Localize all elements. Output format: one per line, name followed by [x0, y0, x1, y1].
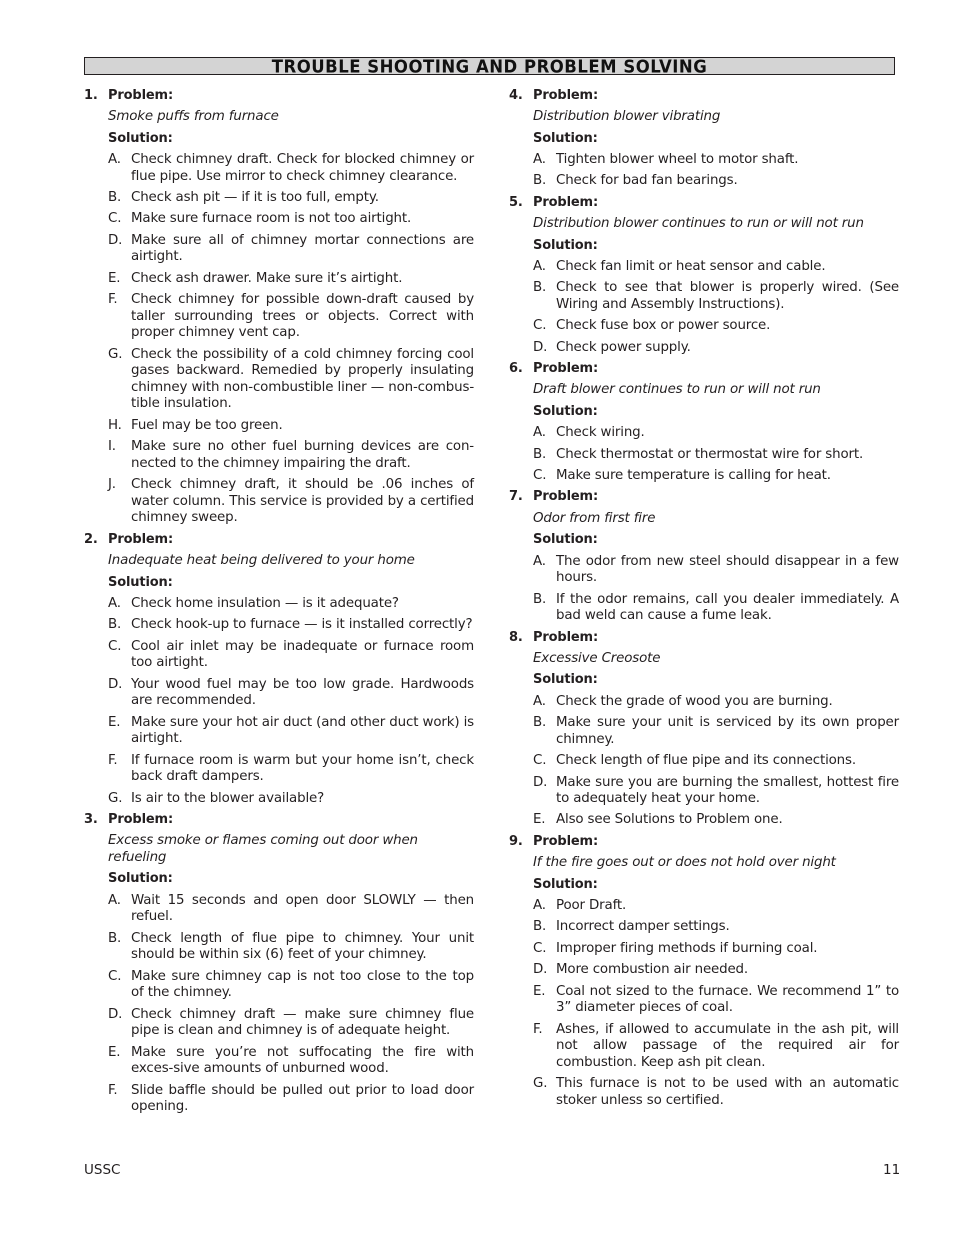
problem-label: Problem:: [533, 833, 598, 849]
solution-letter: C.: [108, 968, 122, 984]
solution-letter: B.: [533, 173, 547, 189]
solution-text: Make sure temperature is calling for heat.: [556, 468, 831, 484]
solution-item: [533, 919, 899, 936]
solution-text: Make sure furnace room is not too airtight.: [131, 211, 412, 227]
problem-heading: [509, 630, 899, 647]
solution-item: [108, 1083, 474, 1116]
problem-number: 2.: [84, 531, 98, 547]
solution-letter: F.: [533, 1021, 543, 1037]
problem-label: Problem:: [533, 629, 598, 645]
solution-letter: D.: [108, 232, 123, 248]
solution-label: Solution:: [108, 574, 173, 590]
problem-description: Smoke puffs from furnace: [108, 109, 279, 125]
solution-letter: B.: [533, 446, 547, 462]
problem-description: Excessive Creosote: [533, 650, 661, 666]
solution-letter: A.: [108, 892, 121, 908]
solution-text: Make sure you are burning the smallest, hottest fire to adequately heat your home.: [556, 774, 899, 807]
solution-letter: A.: [533, 258, 546, 274]
solution-letter: E.: [108, 714, 121, 730]
problem-number: 7.: [509, 489, 523, 505]
solution-text: Cool air inlet may be inadequate or furnace room too airtight.: [131, 638, 474, 671]
page-title: TROUBLE SHOOTING AND PROBLEM SOLVING: [271, 56, 708, 76]
solution-letter: B.: [533, 715, 547, 731]
solution-item: [533, 173, 899, 190]
solution-item: [108, 271, 474, 288]
problem-number: 4.: [509, 87, 523, 103]
solution-text: Check wiring.: [556, 425, 645, 441]
problem-label: Problem:: [533, 489, 598, 505]
solution-item: [533, 280, 899, 313]
solution-item: [108, 211, 474, 228]
solution-text: If the odor remains, call you dealer immediately. A bad weld can cause a fume leak.: [556, 591, 899, 624]
solution-letter: B.: [533, 280, 547, 296]
solution-item: [108, 1045, 474, 1078]
solution-item: [108, 931, 474, 964]
problem-heading: [509, 489, 899, 506]
solution-text: Make sure chimney cap is not too close to the top of the chimney.: [131, 968, 474, 1001]
problem-label: Problem:: [533, 194, 598, 210]
solution-item: [108, 893, 474, 926]
solution-item: [108, 418, 474, 435]
solution-item: [533, 592, 899, 625]
problem-heading: [509, 195, 899, 212]
solution-item: [533, 775, 899, 808]
solution-text: Your wood fuel may be too low grade. Hardwoods are recommended.: [131, 676, 474, 709]
solution-item: [533, 898, 899, 915]
solution-item: [108, 152, 474, 185]
solution-item: [108, 791, 474, 808]
solution-label: Solution:: [533, 130, 598, 146]
solution-text: Poor Draft.: [556, 898, 627, 914]
solution-item: [108, 677, 474, 710]
solution-letter: I.: [108, 439, 116, 455]
problem-description: Draft blower continues to run or will not run: [533, 382, 821, 398]
problem-heading: [84, 88, 474, 105]
solution-text: Check for bad fan bearings.: [556, 173, 738, 189]
problem-number: 9.: [509, 833, 523, 849]
problem-label: Problem:: [108, 531, 173, 547]
solution-text: More combustion air needed.: [556, 962, 749, 978]
solution-letter: G.: [533, 1076, 548, 1092]
solution-item: [533, 259, 899, 276]
solution-text: If furnace room is warm but your home isn’t, check back draft dampers.: [131, 752, 474, 785]
solution-text: Slide baffle should be pulled out prior to load door opening.: [131, 1082, 474, 1115]
solution-letter: E.: [108, 1044, 121, 1060]
solution-text: Incorrect damper settings.: [556, 919, 730, 935]
solution-letter: D.: [108, 1006, 123, 1022]
solution-item: [533, 715, 899, 748]
solution-label: Solution:: [533, 237, 598, 253]
solution-letter: F.: [108, 1082, 118, 1098]
solution-letter: F.: [108, 292, 118, 308]
problem-heading: [84, 532, 474, 549]
left-column: [84, 83, 474, 1116]
solution-item: [108, 639, 474, 672]
problem-block: [509, 195, 899, 357]
solution-text: Check fan limit or heat sensor and cable.: [556, 258, 826, 274]
problem-description: Inadequate heat being delivered to your home: [108, 553, 415, 569]
solution-text: Check chimney for possible down-draft caused by taller surrounding trees or objects. Correct with proper chimney vent cap.: [131, 292, 474, 341]
solution-letter: B.: [108, 189, 122, 205]
solution-text: Check length of flue pipe and its connections.: [556, 753, 856, 769]
section-title-bar: [84, 57, 895, 75]
solution-letter: G.: [108, 790, 123, 806]
problem-number: 1.: [84, 87, 98, 103]
solution-item: [108, 233, 474, 266]
solution-item: [533, 1022, 899, 1072]
solution-letter: D.: [533, 962, 548, 978]
solution-item: [108, 715, 474, 748]
solution-text: Is air to the blower available?: [131, 790, 325, 806]
solution-text: Check chimney draft — make sure chimney flue pipe is clean and chimney is of adequate height.: [131, 1006, 474, 1039]
solution-text: Make sure you’re not suffocating the fire with exces-sive amounts of unburned wood.: [131, 1044, 474, 1077]
solution-text: The odor from new steel should disappear in a few hours.: [556, 553, 899, 586]
solution-text: Wait 15 seconds and open door SLOWLY — then refuel.: [131, 892, 474, 925]
solution-item: [533, 318, 899, 335]
solution-item: [533, 152, 899, 169]
solution-letter: A.: [533, 151, 546, 167]
problem-number: 6.: [509, 361, 523, 377]
solution-text: Make sure your hot air duct (and other duct work) is airtight.: [131, 714, 474, 747]
solution-item: [108, 292, 474, 342]
problem-number: 3.: [84, 812, 98, 828]
solution-text: Check ash drawer. Make sure it’s airtight.: [131, 270, 403, 286]
solution-label: Solution:: [108, 871, 173, 887]
problem-label: Problem:: [533, 361, 598, 377]
solution-letter: A.: [533, 693, 546, 709]
solution-letter: J.: [108, 477, 116, 493]
solution-item: [533, 753, 899, 770]
solution-item: [533, 962, 899, 979]
solution-text: This furnace is not to be used with an automatic stoker unless so certified.: [556, 1076, 899, 1108]
solution-letter: C.: [533, 318, 547, 334]
problem-block: [84, 812, 474, 1116]
solution-letter: A.: [533, 898, 546, 914]
solution-item: [108, 347, 474, 413]
solution-label: Solution:: [533, 672, 598, 688]
solution-text: Check chimney draft, it should be .06 inches of water column. This service is provided by a certified chimney sweep.: [131, 477, 474, 526]
solution-label: Solution:: [108, 130, 173, 146]
solution-text: Coal not sized to the furnace. We recommend 1” to 3” diameter pieces of coal.: [556, 983, 899, 1016]
solution-item: [533, 812, 899, 829]
solution-text: Check the grade of wood you are burning.: [556, 693, 833, 709]
problem-block: [84, 532, 474, 807]
problem-block: [509, 489, 899, 624]
problem-number: 5.: [509, 194, 523, 210]
footer-brand: USSC: [84, 1162, 121, 1178]
solution-text: Check chimney draft. Check for blocked chimney or flue pipe. Use mirror to check chimney clearance.: [131, 151, 474, 184]
solution-item: [108, 617, 474, 634]
solution-letter: C.: [108, 638, 122, 654]
solution-letter: B.: [108, 617, 122, 633]
problem-block: [509, 630, 899, 830]
solution-text: Check the possibility of a cold chimney forcing cool gases backward. Remedied by properly insulating chimney with non-combustible liner — non-combus-tible insulation.: [131, 346, 474, 412]
solution-item: [108, 439, 474, 472]
solution-text: Check ash pit — if it is too full, empty.: [131, 189, 379, 205]
problem-description: Odor from first fire: [533, 510, 656, 526]
problem-block: [509, 88, 899, 190]
solution-text: Also see Solutions to Problem one.: [556, 812, 783, 828]
solution-item: [108, 477, 474, 527]
problem-label: Problem:: [533, 87, 598, 103]
solution-item: [108, 753, 474, 786]
problem-label: Problem:: [108, 87, 173, 103]
solution-text: Check thermostat or thermostat wire for short.: [556, 446, 864, 462]
solution-text: Check to see that blower is properly wired. (See Wiring and Assembly Instructions).: [556, 280, 899, 312]
solution-text: Check home insulation — is it adequate?: [131, 595, 399, 611]
solution-label: Solution:: [533, 403, 598, 419]
solution-text: Fuel may be too green.: [131, 417, 283, 433]
solution-letter: B.: [533, 919, 547, 935]
problem-description: Excess smoke or flames coming out door when refueling: [108, 833, 418, 866]
solution-text: Check length of flue pipe to chimney. Your unit should be within six (6) feet of your chimney.: [131, 930, 474, 963]
solution-letter: C.: [108, 211, 122, 227]
page-number: 11: [883, 1162, 901, 1178]
solution-item: [533, 447, 899, 464]
solution-letter: D.: [533, 774, 548, 790]
problem-heading: [84, 812, 474, 829]
problem-heading: [509, 361, 899, 378]
solution-item: [108, 596, 474, 613]
solution-text: Ashes, if allowed to accumulate in the ash pit, will not allow passage of the required air for combustion. Keep ash pit clean.: [556, 1021, 899, 1070]
problem-number: 8.: [509, 629, 523, 645]
solution-letter: C.: [533, 468, 547, 484]
solution-item: [533, 340, 899, 357]
solution-letter: B.: [108, 930, 122, 946]
solution-item: [533, 1076, 899, 1109]
solution-letter: E.: [533, 983, 546, 999]
solution-letter: D.: [108, 676, 123, 692]
solution-letter: F.: [108, 752, 118, 768]
solution-text: Tighten blower wheel to motor shaft.: [556, 151, 799, 167]
problem-heading: [509, 834, 899, 851]
solution-text: Improper firing methods if burning coal.: [556, 940, 818, 956]
problem-heading: [509, 88, 899, 105]
solution-text: Check power supply.: [556, 339, 691, 355]
right-column: [509, 83, 899, 1109]
solution-item: [108, 969, 474, 1002]
solution-letter: A.: [533, 425, 546, 441]
solution-letter: C.: [533, 753, 547, 769]
solution-letter: E.: [533, 812, 546, 828]
problem-block: [509, 361, 899, 485]
solution-item: [533, 984, 899, 1017]
solution-item: [108, 1007, 474, 1040]
solution-letter: A.: [108, 595, 121, 611]
solution-item: [533, 468, 899, 485]
solution-text: Make sure no other fuel burning devices are con-nected to the chimney impairing the draft.: [131, 439, 474, 471]
solution-letter: E.: [108, 270, 121, 286]
problem-description: If the fire goes out or does not hold over night: [533, 855, 836, 871]
solution-item: [533, 554, 899, 587]
solution-item: [533, 425, 899, 442]
problem-label: Problem:: [108, 812, 173, 828]
solution-letter: B.: [533, 591, 547, 607]
problem-block: [84, 88, 474, 527]
solution-item: [533, 941, 899, 958]
problem-description: Distribution blower continues to run or will not run: [533, 216, 864, 232]
problem-block: [509, 834, 899, 1109]
solution-letter: D.: [533, 339, 548, 355]
solution-text: Check hook-up to furnace — is it installed correctly?: [131, 617, 473, 633]
solution-letter: A.: [108, 151, 121, 167]
solution-letter: A.: [533, 553, 546, 569]
solution-label: Solution:: [533, 876, 598, 892]
solution-item: [108, 190, 474, 207]
problem-description: Distribution blower vibrating: [533, 109, 721, 125]
solution-item: [533, 694, 899, 711]
solution-letter: H.: [108, 417, 122, 433]
solution-text: Check fuse box or power source.: [556, 318, 771, 334]
solution-label: Solution:: [533, 532, 598, 548]
solution-letter: C.: [533, 940, 547, 956]
solution-text: Make sure all of chimney mortar connections are airtight.: [131, 232, 474, 265]
solution-text: Make sure your unit is serviced by its own proper chimney.: [556, 715, 899, 747]
solution-letter: G.: [108, 346, 123, 362]
